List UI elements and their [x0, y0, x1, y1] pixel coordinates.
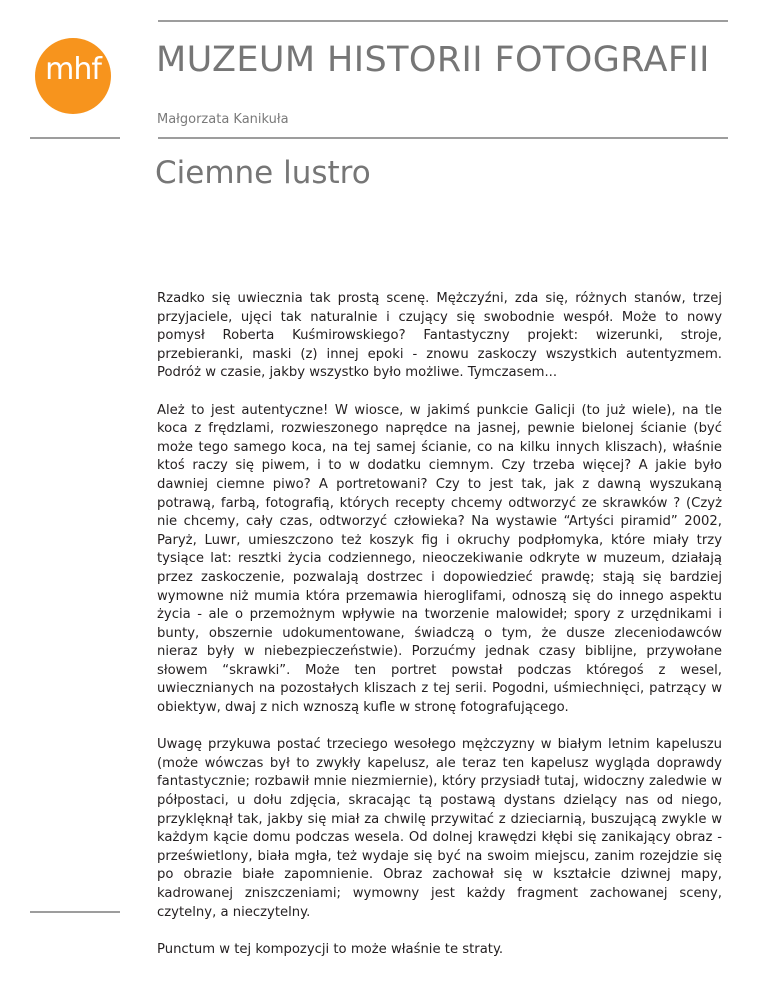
paragraph: Rzadko się uwiecznia tak prostą scenę. Mężczyźni, zda się, różnych stanów, trzej przyjaciele, ujęci tak naturalnie i czujący się swobodnie wespół. Może to nowy pomysł Roberta Kuśmirowskiego? Fantastyczny projekt: wizerunki, stroje, przebieranki, maski (z) innej epoki - znowu zaskoczy wszystkich autentyzmem. Podróż w czasie, jakby wszystko było możliwe. Tymczasem... [157, 291, 722, 381]
paragraph: Ależ to jest autentyczne! W wiosce, w jakimś punkcie Galicji (to już wiele), na tle koca z frędzlami, rozwieszonego naprędce na jasnej, pewnie bielonej ścianie (być może tego samego koca, na tej samej ścianie, co na kilku innych kliszach), właśnie ktoś raczy się piwem, i to w dodatku ciemnym. Czy trzeba więcej? A jakie było dawniej ciemne piwo? A portretowani? Czy to jest tak, jak z dawną wyszukaną potrawą, farbą, fotografią, których recepty chcemy odtworzyć ze skrawków ? (Czyż nie chcemy, cały czas, odtworzyć człowieka? Na wystawie “Artyści piramid” 2002, Paryż, Luwr, umieszczono też koszyk fig i okruchy podpłomyka, które miały trzy tysiące lat: resztki życia codziennego, nieoczekiwanie odkryte w muzeum, działają przez zaskoczenie, pozwalają dostrzec i dopowiedzieć prawdę; stają się bardziej wymowne niż mumia która przemawia hieroglifami, odnoszą się do innego aspektu życia - ale o przemożnym wpływie na tworzenie malowideł; spory z urzędnikami i bunty, obszernie udokumentowane, świadczą o tym, że dusze zleceniodawców nieraz były w niebezpieczeństwie). Porzućmy jednak czasy biblijne, przywołane słowem “skrawki”. Może ten portret powstał podczas któregoś z wesel, uwiecznianych na pozostałych kliszach z tej serii. Pogodni, uśmiechnięci, patrzący w obiektyw, dwaj z nich wznoszą kufle w stronę fotografującego. [157, 402, 722, 716]
paragraph: Uwagę przykuwa postać trzeciego wesołego mężczyzny w białym letnim kapeluszu (może wówczas był to zwykły kapelusz, ale teraz ten kapelusz wygląda doprawdy fantastycznie; rozbawił mnie niezmiernie), który przysiadł tutaj, widoczny zaledwie w półpostaci, u dołu zdjęcia, skracając tą postawą dystans dzielący nas od niego, przyklęknął tak, jakby się miał za chwilę przywitać z dzieciarnią, buszującą zwykle w każdym kącie domu podczas wesela. Od dolnej krawędzi kłębi się zanikający obraz - prześwietlony, biała mgła, też wydaje się być na swoim miejscu, zanim rozejdzie się po obrazie białe zapomnienie. Obraz zachował się w kształcie dziwnej mapy, kadrowanej zniszczeniami; wymowny jest każdy fragment zachowanej sceny, czytelny, a nieczytelny. [157, 737, 722, 920]
header-divider [158, 137, 728, 139]
logo-text: mhf [45, 52, 101, 87]
museum-logo [35, 38, 111, 114]
left-divider [30, 137, 120, 139]
article-title: Ciemne lustro [155, 155, 371, 191]
paragraph: Punctum w tej kompozycji to może właśnie te straty. [157, 941, 504, 957]
top-divider [158, 20, 728, 22]
museum-title: MUZEUM HISTORII FOTOGRAFII [156, 40, 710, 80]
article-body [157, 290, 722, 978]
author-name: Małgorzata Kanikuła [157, 112, 289, 127]
footer-divider [30, 911, 120, 913]
